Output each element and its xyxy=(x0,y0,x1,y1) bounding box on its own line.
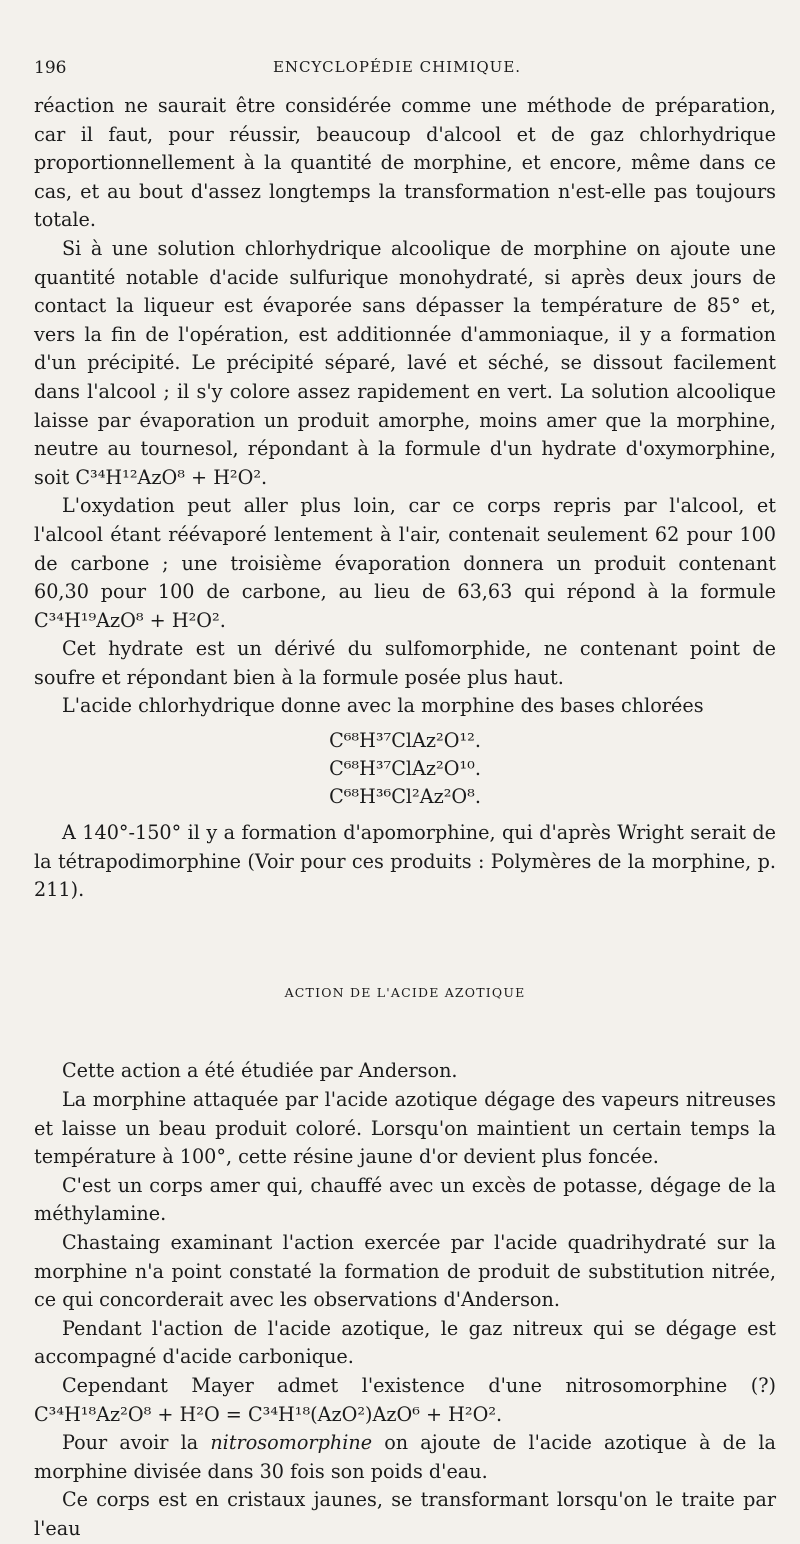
paragraph-text: on ajoute de l'acide azotique à de la morphine divisée dans 30 fois son poids d'eau. xyxy=(34,1431,776,1483)
section-heading: ACTION DE L'ACIDE AZOTIQUE xyxy=(284,984,526,1000)
paragraph: réaction ne saurait être considérée comme une méthode de préparation, car il faut, pour réussir, beaucoup d'alcool et de gaz chlorhydrique proportionnellement à la quantité de morphine, et encore, même dans ce cas, et au bout d'assez longtemps la transformation n'est-elle pas toujours totale. xyxy=(34,94,776,232)
formula: C⁶⁸H³⁷ClAz²O¹². xyxy=(329,729,481,753)
paragraph xyxy=(34,1429,776,1486)
paragraph: Cet hydrate est un dérivé du sulfomorphide, ne contenant point de soufre et répondant bien à la formule posée plus haut. xyxy=(34,637,776,689)
paragraph: Ce corps est en cristaux jaunes, se transformant lorsqu'on le traite par l'eau xyxy=(34,1488,776,1540)
formula: C⁶⁸H³⁶Cl²Az²O⁸. xyxy=(329,785,481,809)
paragraph: Chastaing examinant l'action exercée par l'acide quadrihydraté sur la morphine n'a point constaté la formation de produit de substitution nitrée, ce qui concorderait avec les observations d'Anderson. xyxy=(34,1231,776,1312)
page-number: 196 xyxy=(34,58,67,78)
paragraph: L'oxydation peut aller plus loin, car ce corps repris par l'alcool, et l'alcool étant réévaporé lentement à l'air, contenait seulement 62 pour 100 de carbone ; une troisième évaporation donnera un produit contenant 60,30 pour 100 de carbone, au lieu de 63,63 qui répond à la formule C³⁴H¹⁹AzO⁸ + H²O². xyxy=(34,494,776,632)
running-title: ENCYCLOPÉDIE CHIMIQUE. xyxy=(272,58,522,76)
paragraph: L'acide chlorhydrique donne avec la morphine des bases chlorées xyxy=(62,694,704,718)
italic-term: nitrosomorphine xyxy=(210,1431,373,1455)
formula-block xyxy=(34,727,776,811)
paragraph: Cette action a été étudiée par Anderson. xyxy=(62,1059,458,1083)
paragraph: C'est un corps amer qui, chauffé avec un excès de potasse, dégage de la méthylamine. xyxy=(34,1173,776,1226)
formula: C⁶⁸H³⁷ClAz²O¹⁰. xyxy=(329,757,481,781)
paragraph: Cependant Mayer admet l'existence d'une nitrosomorphine (?) C³⁴H¹⁸Az²O⁸ + H²O = C³⁴H¹⁸(AzO²)AzO⁶ + H²O². xyxy=(34,1373,776,1426)
paragraph: A 140°-150° il y a formation d'apomorphine, qui d'après Wright serait de la tétrapodimorphine (Voir pour ces produits : Polymères de la morphine, p. 211). xyxy=(34,821,776,902)
paragraph: La morphine attaquée par l'acide azotique dégage des vapeurs nitreuses et laisse un beau produit coloré. Lorsqu'on maintient un certain temps la température à 100°, cette résine jaune d'or devient plus foncée. xyxy=(34,1088,776,1169)
paragraph: Pendant l'action de l'acide azotique, le gaz nitreux qui se dégage est accompagné d'acide carbonique. xyxy=(34,1316,776,1369)
page-header xyxy=(34,58,760,84)
body-text xyxy=(34,92,776,1544)
paragraph-text: Pour avoir la xyxy=(62,1431,211,1455)
paragraph: Si à une solution chlorhydrique alcoolique de morphine on ajoute une quantité notable d'acide sulfurique monohydraté, si après deux jours de contact la liqueur est évaporée sans dépasser la température de 85° et, vers la fin de l'opération, est additionnée d'ammoniaque, il y a formation d'un précipité. Le précipité séparé, lavé et séché, se dissout facilement dans l'alcool ; il s'y colore assez rapidement en vert. La solution alcoolique laisse par évaporation un produit amorphe, moins amer que la morphine, neutre au tournesol, répondant à la formule d'un hydrate d'oxymorphine, soit C³⁴H¹²AzO⁸ + H²O². xyxy=(34,236,776,489)
